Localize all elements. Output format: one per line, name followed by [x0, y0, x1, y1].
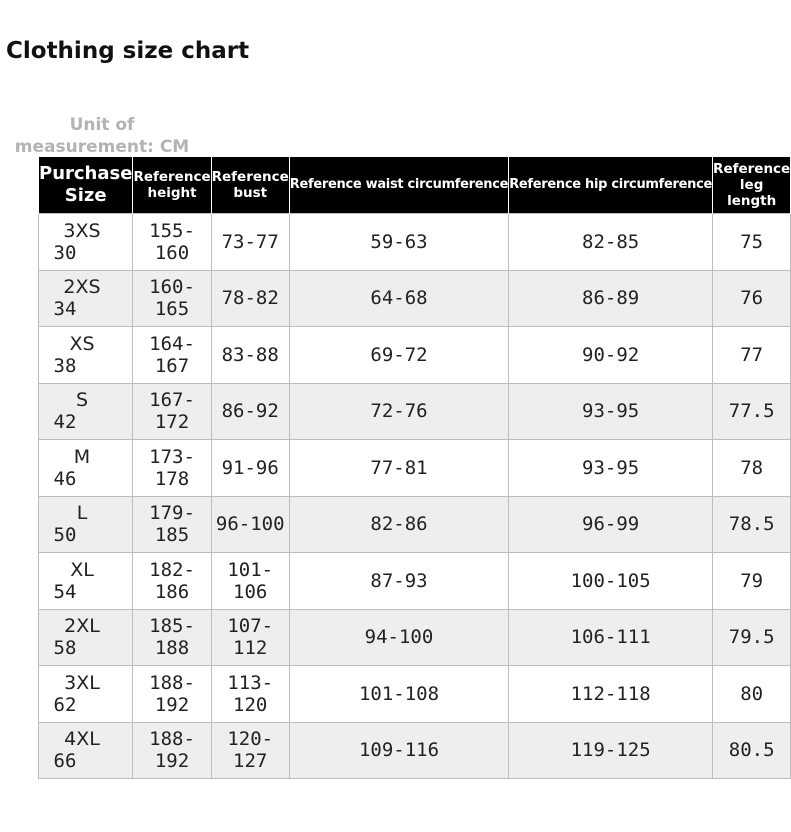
size-number: 62 [53, 693, 77, 716]
size-label: XL [70, 558, 94, 581]
cell-purchase-size [39, 270, 133, 327]
size-label: XS [69, 332, 95, 355]
cell-waist: 82-86 [289, 496, 508, 553]
table-header-row [39, 157, 791, 214]
cell-purchase-size [39, 666, 133, 723]
cell-bust: 107-112 [211, 609, 289, 666]
header-hip: Reference hip circumference [509, 157, 713, 214]
header-waist: Reference waist circumference [289, 157, 508, 214]
header-leg: Reference leg length [713, 157, 791, 214]
table-row [39, 440, 791, 497]
cell-height: 164-167 [133, 327, 211, 384]
cell-waist: 94-100 [289, 609, 508, 666]
cell-bust: 91-96 [211, 440, 289, 497]
cell-hip: 86-89 [509, 270, 713, 327]
size-table [38, 157, 791, 779]
cell-height: 160-165 [133, 270, 211, 327]
size-label: 3XL [64, 671, 100, 694]
size-number: 58 [53, 637, 77, 660]
table-row [39, 270, 791, 327]
cell-waist: 64-68 [289, 270, 508, 327]
size-number: 50 [53, 524, 77, 547]
size-number: 46 [53, 467, 77, 490]
cell-hip: 82-85 [509, 214, 713, 271]
cell-height: 188-192 [133, 722, 211, 779]
cell-leg: 76 [713, 270, 791, 327]
cell-purchase-size [39, 609, 133, 666]
page-title: Clothing size chart [6, 38, 250, 64]
size-label: 4XL [64, 728, 100, 751]
cell-purchase-size [39, 327, 133, 384]
header-purchase-size: Purchase Size [39, 157, 133, 214]
table-row [39, 609, 791, 666]
size-number: 34 [53, 298, 77, 321]
cell-bust: 113-120 [211, 666, 289, 723]
cell-waist: 109-116 [289, 722, 508, 779]
size-label: M [73, 445, 91, 468]
cell-leg: 78 [713, 440, 791, 497]
cell-bust: 120-127 [211, 722, 289, 779]
cell-leg: 77 [713, 327, 791, 384]
cell-leg: 78.5 [713, 496, 791, 553]
cell-waist: 101-108 [289, 666, 508, 723]
cell-waist: 87-93 [289, 553, 508, 610]
table-row [39, 666, 791, 723]
cell-hip: 106-111 [509, 609, 713, 666]
table-row [39, 383, 791, 440]
cell-height: 182-186 [133, 553, 211, 610]
cell-height: 179-185 [133, 496, 211, 553]
size-label: L [76, 502, 88, 525]
table-row [39, 496, 791, 553]
cell-leg: 80.5 [713, 722, 791, 779]
cell-bust: 78-82 [211, 270, 289, 327]
cell-bust: 86-92 [211, 383, 289, 440]
size-label: 3XS [63, 219, 101, 242]
cell-height: 173-178 [133, 440, 211, 497]
cell-bust: 101-106 [211, 553, 289, 610]
size-label: 2XL [64, 615, 100, 638]
cell-waist: 77-81 [289, 440, 508, 497]
size-number: 42 [53, 411, 77, 434]
cell-height: 155-160 [133, 214, 211, 271]
cell-purchase-size [39, 440, 133, 497]
cell-hip: 112-118 [509, 666, 713, 723]
size-number: 38 [53, 354, 77, 377]
table-row [39, 214, 791, 271]
table-row [39, 327, 791, 384]
table-row [39, 553, 791, 610]
size-label: S [75, 389, 89, 412]
header-bust: Reference bust [211, 157, 289, 214]
cell-waist: 69-72 [289, 327, 508, 384]
cell-hip: 100-105 [509, 553, 713, 610]
cell-purchase-size [39, 383, 133, 440]
cell-bust: 96-100 [211, 496, 289, 553]
cell-leg: 79.5 [713, 609, 791, 666]
cell-hip: 119-125 [509, 722, 713, 779]
cell-hip: 93-95 [509, 383, 713, 440]
cell-leg: 80 [713, 666, 791, 723]
cell-purchase-size [39, 722, 133, 779]
cell-waist: 59-63 [289, 214, 508, 271]
cell-height: 188-192 [133, 666, 211, 723]
size-label: 2XS [63, 276, 101, 299]
cell-height: 185-188 [133, 609, 211, 666]
cell-height: 167-172 [133, 383, 211, 440]
cell-bust: 73-77 [211, 214, 289, 271]
size-number: 54 [53, 580, 77, 603]
size-number: 30 [53, 241, 77, 264]
unit-label: Unit of measurement: CM [14, 115, 190, 157]
cell-hip: 93-95 [509, 440, 713, 497]
header-height: Reference height [133, 157, 211, 214]
cell-purchase-size [39, 214, 133, 271]
table-row [39, 722, 791, 779]
cell-purchase-size [39, 553, 133, 610]
cell-leg: 75 [713, 214, 791, 271]
cell-purchase-size [39, 496, 133, 553]
cell-bust: 83-88 [211, 327, 289, 384]
cell-leg: 77.5 [713, 383, 791, 440]
cell-hip: 96-99 [509, 496, 713, 553]
cell-leg: 79 [713, 553, 791, 610]
cell-waist: 72-76 [289, 383, 508, 440]
cell-hip: 90-92 [509, 327, 713, 384]
size-number: 66 [53, 750, 77, 773]
